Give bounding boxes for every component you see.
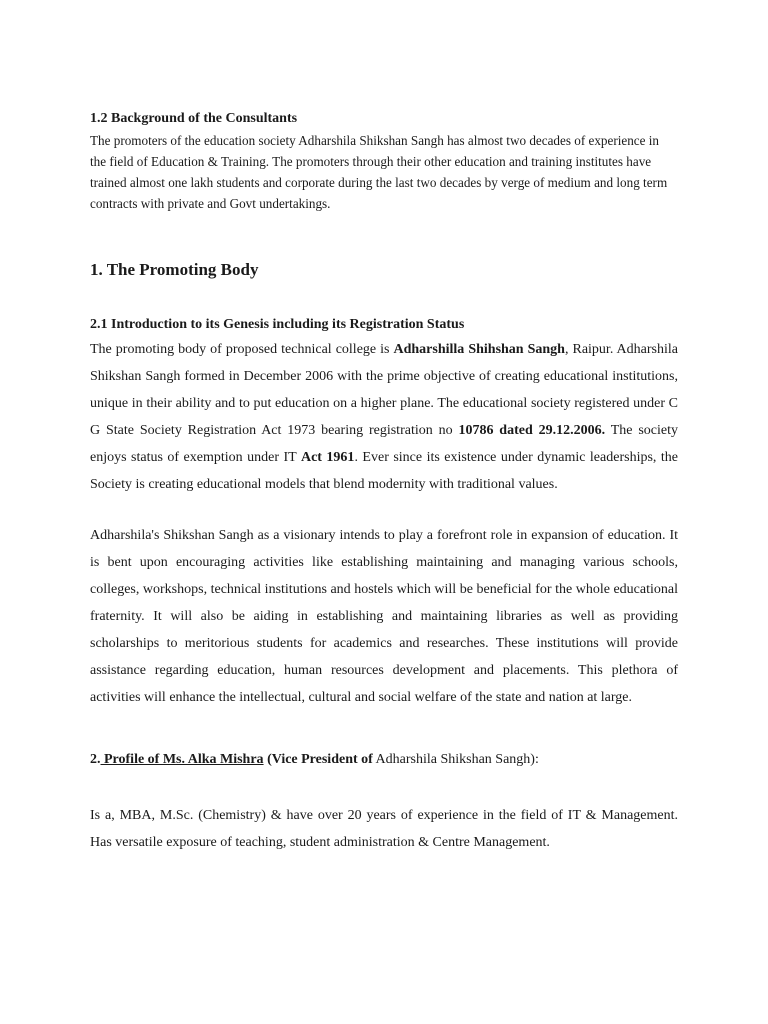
profile-body: Is a, MBA, M.Sc. (Chemistry) & have over 20 years of experience in the field of IT & Management. Has versatile exposure of teaching, student administration & Centre Management.	[90, 808, 678, 850]
p1-text-a: The promoting body of proposed technical college is	[90, 342, 394, 357]
section-2-1-paragraph-1	[90, 336, 678, 498]
section-1-2-body: The promoters of the education society Adharshila Shikshan Sangh has almost two decades of experience in the field of Education & Training. The promoters through their other education and training institutes have trained almost one lakh students and corporate during the last two decades by verge of medium and long term contracts with private and Govt undertakings.	[90, 134, 668, 212]
section-1-2-heading: 1.2 Background of the Consultants	[90, 111, 298, 126]
profile-title: Profile of Ms. Alka Mishra	[100, 752, 264, 767]
profile-role-bold: (Vice President of	[263, 752, 373, 767]
section-2-1-heading: 2.1 Introduction to its Genesis including its Registration Status	[90, 317, 465, 332]
promoting-body-heading: 1. The Promoting Body	[90, 260, 259, 279]
p1-text-g: . Ever since its existence under dynamic leaderships, the Society is creating educational models that blend modernity with traditional values.	[90, 450, 678, 492]
p1-text-c: , Raipur. Adharshila Shikshan Sangh formed in December 2006 with the prime objective of creating educational institutions, unique in their ability and to put education on a higher plane. The educational society registered under C G State Society Registration Act 1973 bearing registration no	[90, 342, 678, 438]
section-2-1-paragraph-2: Adharshila's Shikshan Sangh as a visionary intends to play a forefront role in expansion of education. It is bent upon encouraging activities like establishing maintaining and managing various schools, colleges, workshops, technical institutions and hostels which will be beneficial for the whole educational fraternity. It will also be aiding in establishing and maintaining libraries as well as providing scholarships to meritorious students for academics and researches. These institutions will provide assistance regarding education, human resources development and placements. This plethora of activities will enhance the intellectual, cultural and social welfare of the state and nation at large.	[90, 528, 678, 705]
profile-number: 2.	[90, 752, 101, 767]
act-bold: Act 1961	[300, 450, 355, 465]
society-name-bold: Adharshilla Shihshan Sangh	[393, 342, 565, 357]
registration-number-bold: 10786 dated 29.12.2006.	[458, 423, 606, 438]
p1-text-e: The society enjoys status of exemption under IT	[90, 423, 678, 465]
profile-role-rest: Adharshila Shikshan Sangh):	[372, 752, 539, 767]
profile-heading	[90, 751, 678, 769]
